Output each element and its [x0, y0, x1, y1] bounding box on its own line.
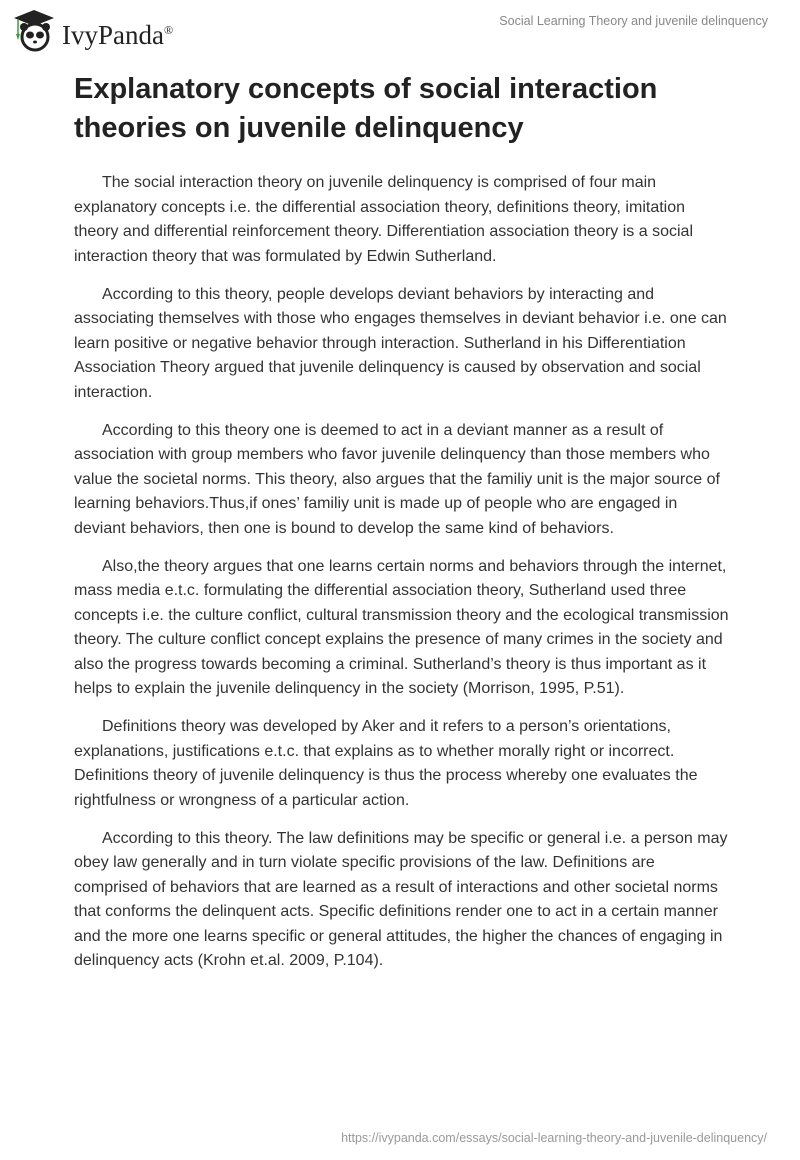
document-title: Social Learning Theory and juvenile delinquency: [499, 14, 768, 28]
logo-text: IvyPanda®: [62, 19, 174, 50]
paragraph: According to this theory one is deemed to act in a deviant manner as a result of association with group members who favor juvenile delinquency than those members who value the societal norms. This theory, also argues that the familiy unit is the major source of learning behaviors.Thus,if ones’ familiy unit is made up of people who are engaged in deviant behaviors, then one is bound to develop the same kind of behaviors.: [74, 421, 720, 537]
paragraph: Definitions theory was developed by Aker and it refers to a person’s orientations, explanations, justifications e.t.c. that explains as to whether morally right or incorrect. Definitions theory of juvenile delinquency is thus the process whereby one evaluates the rightfulness or wrongness of a particular action.: [74, 718, 698, 809]
panda-graduate-icon: [12, 8, 56, 52]
paragraph: According to this theory. The law definitions may be specific or general i.e. a person may obey law generally and in turn violate specific provisions of the law. Definitions are comprised of behaviors that are learned as a result of interactions and other societal norms that conforms the delinquent acts. Specific definitions render one to act in a certain manner and the more one learns specific or general attitudes, the higher the chances of engaging in delinquency acts (Krohn et.al. 2009, P.104).: [74, 829, 728, 969]
article-body: [74, 171, 730, 987]
ivypanda-logo[interactable]: [12, 8, 173, 52]
paragraph: The social interaction theory on juvenile delinquency is comprised of four main explanatory concepts i.e. the differential association theory, definitions theory, imitation theory and differential reinforcement theory. Differentiation association theory is a social interaction theory that was formulated by Edwin Sutherland.: [74, 174, 693, 265]
source-url[interactable]: https://ivypanda.com/essays/social-learning-theory-and-juvenile-delinquency/: [341, 1131, 767, 1145]
paragraph: According to this theory, people develops deviant behaviors by interacting and associating themselves with those who engages themselves in deviant behavior i.e. one can learn positive or negative behavior through interaction. Sutherland in his Differentiation Association Theory argued that juvenile delinquency is caused by observation and social interaction.: [74, 285, 727, 401]
paragraph: Also,the theory argues that one learns certain norms and behaviors through the internet, mass media e.t.c. formulating the differential association theory, Sutherland used three concepts i.e. the culture conflict, cultural transmission theory and the ecological transmission theory. The culture conflict concept explains the presence of many crimes in the society and also the progress towards becoming a criminal. Sutherland’s theory is thus important as it helps to explain the juvenile delinquency in the society (Morrison, 1995, P.51).: [74, 557, 729, 697]
article-heading: Explanatory concepts of social interaction theories on juvenile delinquency: [74, 73, 658, 144]
